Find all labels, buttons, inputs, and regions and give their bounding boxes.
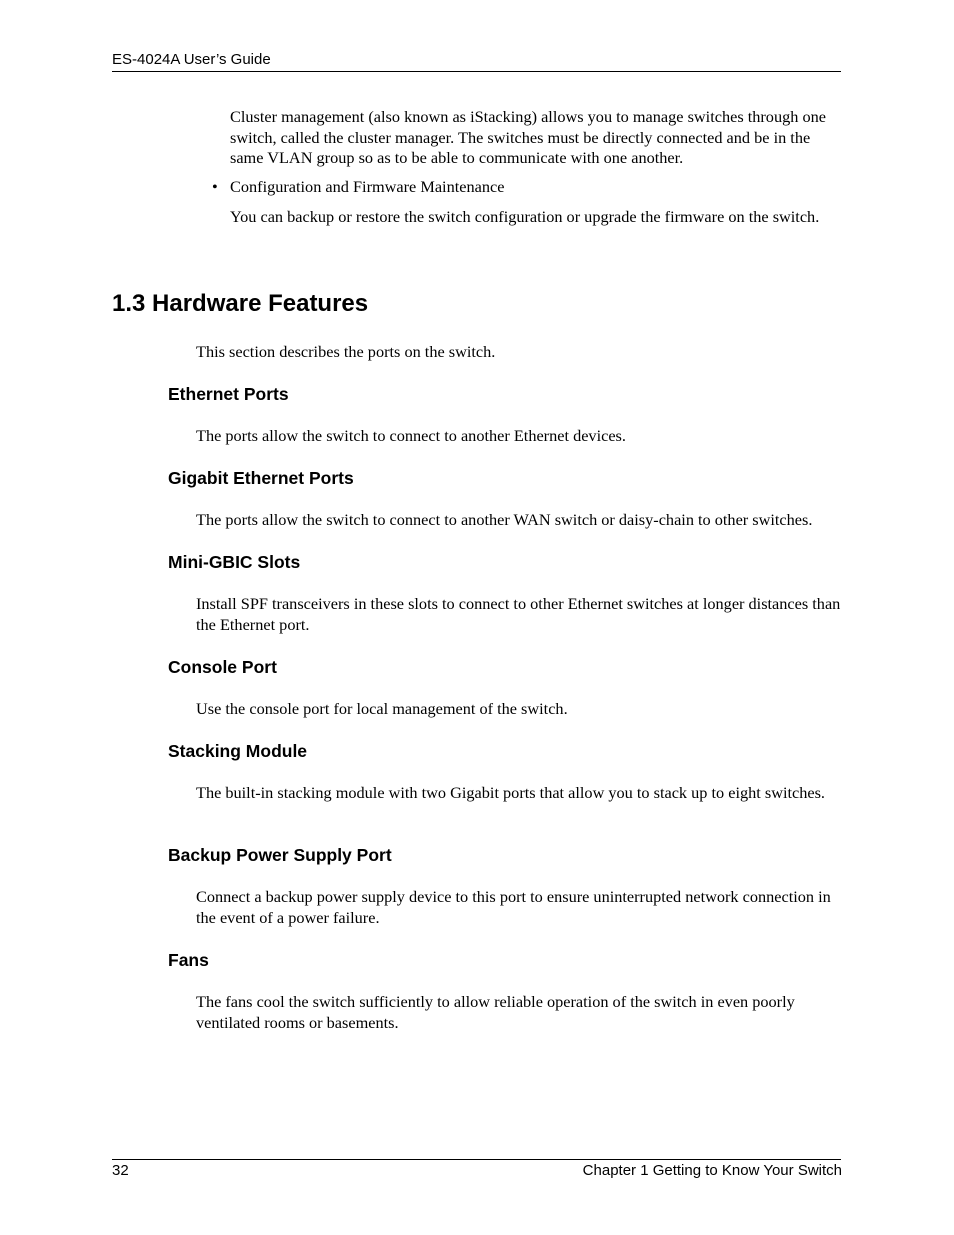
subsection-heading-backup-power-supply-port: Backup Power Supply Port xyxy=(168,845,392,865)
document-title: ES-4024A User’s Guide xyxy=(112,51,271,68)
subsection-body-mini-gbic-slots: Install SPF transceivers in these slots to connect to other Ethernet switches at longer distances than the Ethernet port. xyxy=(196,594,841,634)
subsection-heading-console-port: Console Port xyxy=(168,657,277,677)
subsection-body-stacking-module: The built-in stacking module with two Gigabit ports that allow you to stack up to eight switches. xyxy=(196,783,825,802)
section-intro: This section describes the ports on the switch. xyxy=(196,342,496,361)
subsection-body-backup-power-supply-port: Connect a backup power supply device to this port to ensure uninterrupted network connection in the event of a power failure. xyxy=(196,887,831,927)
bullet-item xyxy=(212,177,844,198)
subsection-heading-fans: Fans xyxy=(168,950,209,970)
bullet-dot: • xyxy=(212,177,218,196)
firmware-maintenance-paragraph: You can backup or restore the switch configuration or upgrade the firmware on the switch. xyxy=(230,207,820,226)
subsection-heading-stacking-module: Stacking Module xyxy=(168,741,308,761)
bullet-label: Configuration and Firmware Maintenance xyxy=(230,177,505,196)
cluster-management-paragraph: Cluster management (also known as iStacking) allows you to manage switches through one switch, called the cluster manager. The switches must be directly connected and be in the same VLAN group so as to be able to communicate with one another. xyxy=(230,107,826,167)
header-rule xyxy=(112,71,841,72)
subsection-body-console-port: Use the console port for local management of the switch. xyxy=(196,699,568,718)
page-number: 32 xyxy=(112,1162,129,1179)
subsection-heading-mini-gbic-slots: Mini-GBIC Slots xyxy=(168,552,301,572)
subsection-body-gigabit-ethernet-ports: The ports allow the switch to connect to another WAN switch or daisy-chain to other switches. xyxy=(196,510,813,529)
chapter-title: Chapter 1 Getting to Know Your Switch xyxy=(582,1162,842,1179)
section-title: 1.3 Hardware Features xyxy=(112,290,369,317)
subsection-body-ethernet-ports: The ports allow the switch to connect to another Ethernet devices. xyxy=(196,426,626,445)
footer-rule xyxy=(112,1159,841,1160)
subsection-body-fans: The fans cool the switch sufficiently to allow reliable operation of the switch in even poorly ventilated rooms or basements. xyxy=(196,992,795,1032)
subsection-heading-gigabit-ethernet-ports: Gigabit Ethernet Ports xyxy=(168,468,354,488)
subsection-heading-ethernet-ports: Ethernet Ports xyxy=(168,384,289,404)
